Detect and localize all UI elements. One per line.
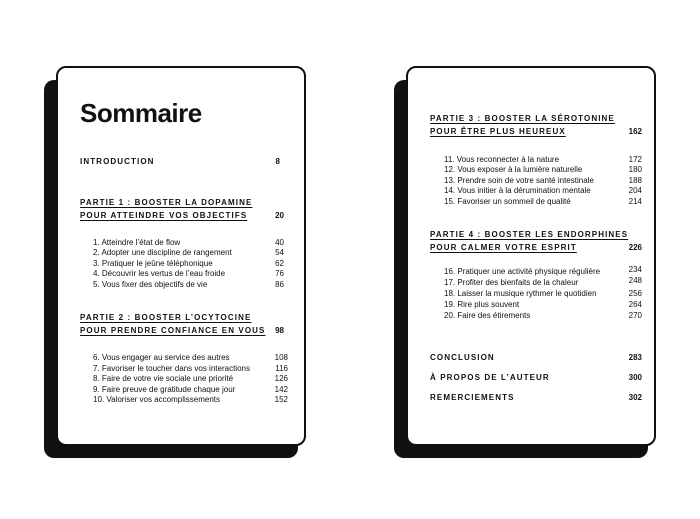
list-item: 1. Atteindre l’état de flow (93, 238, 181, 247)
list-item: 4. Découvrir les vertus de l’eau froide (93, 269, 226, 278)
list-item: 17. Profiter des bienfaits de la chaleur (444, 278, 579, 287)
part1-title-line1: PARTIE 1 : BOOSTER LA DOPAMINE (80, 198, 253, 207)
list-item: 18. Laisser la musique rythmer le quotidien (444, 289, 597, 298)
part2-page: 98 (275, 326, 284, 335)
part3-title-line2: POUR ÊTRE PLUS HEUREUX (430, 127, 566, 136)
list-item: 12. Vous exposer à la lumière naturelle (444, 165, 583, 174)
list-item-page: 108 (274, 353, 288, 362)
author-label: À PROPOS DE L’AUTEUR (430, 373, 550, 382)
list-item: 6. Vous engager au service des autres (93, 353, 230, 362)
list-item: 2. Adopter une discipline de rangement (93, 248, 232, 257)
conclusion-page: 283 (628, 353, 642, 362)
list-item-page: 40 (275, 238, 284, 247)
list-item: 8. Faire de votre vie sociale une priorité (93, 374, 234, 383)
part1-page: 20 (275, 211, 284, 220)
list-item-page: 54 (275, 248, 284, 257)
part4-title-line1: PARTIE 4 : BOOSTER LES ENDORPHINES (430, 230, 629, 239)
left-page (56, 66, 306, 446)
part2-title-line2: POUR PRENDRE CONFIANCE EN VOUS (80, 326, 266, 335)
list-item-page: 142 (274, 385, 288, 394)
list-item-page: 152 (274, 395, 288, 404)
list-item: 13. Prendre soin de votre santé intestinale (444, 176, 594, 185)
list-item-page: 204 (628, 186, 642, 195)
list-item: 7. Favoriser le toucher dans vos interactions (93, 364, 250, 373)
list-item-page: 264 (628, 300, 642, 309)
author-page: 300 (628, 373, 642, 382)
conclusion-label: CONCLUSION (430, 353, 495, 362)
part3-page: 162 (628, 127, 642, 136)
page-title: Sommaire (80, 98, 202, 128)
list-item-page: 214 (628, 197, 642, 206)
thanks-page: 302 (628, 393, 642, 402)
list-item-page: 234 (628, 265, 642, 274)
list-item: 11. Vous reconnecter à la nature (444, 155, 560, 164)
part4-page: 226 (628, 243, 642, 252)
part1-title-line2: POUR ATTEINDRE VOS OBJECTIFS (80, 211, 248, 220)
introduction-label: INTRODUCTION (80, 157, 155, 166)
list-item: 19. Rire plus souvent (444, 300, 520, 309)
list-item: 5. Vous fixer des objectifs de vie (93, 280, 208, 289)
list-item: 10. Valoriser vos accomplissements (93, 395, 221, 404)
list-item-page: 86 (275, 280, 284, 289)
list-item-page: 126 (274, 374, 288, 383)
list-item-page: 248 (628, 276, 642, 285)
list-item-page: 256 (628, 289, 642, 298)
list-item-page: 62 (275, 259, 284, 268)
list-item: 3. Pratiquer le jeûne téléphonique (93, 259, 213, 268)
part3-title-line1: PARTIE 3 : BOOSTER LA SÉROTONINE (430, 114, 615, 123)
list-item-page: 180 (628, 165, 642, 174)
list-item: 14. Vous initier à la dérumination mentale (444, 186, 591, 195)
part2-title-line1: PARTIE 2 : BOOSTER L’OCYTOCINE (80, 313, 252, 322)
list-item-page: 116 (275, 364, 288, 373)
thanks-label: REMERCIEMENTS (430, 393, 515, 402)
list-item-page: 270 (628, 311, 642, 320)
list-item: 20. Faire des étirements (444, 311, 531, 320)
list-item-page: 172 (628, 155, 642, 164)
list-item-page: 76 (275, 269, 284, 278)
list-item: 9. Faire preuve de gratitude chaque jour (93, 385, 236, 394)
introduction-page: 8 (275, 157, 280, 166)
list-item-page: 188 (628, 176, 642, 185)
list-item: 15. Favoriser un sommeil de qualité (444, 197, 571, 206)
list-item: 16. Pratiquer une activité physique régulière (444, 267, 601, 276)
part4-title-line2: POUR CALMER VOTRE ESPRIT (430, 243, 577, 252)
right-page (406, 66, 656, 446)
